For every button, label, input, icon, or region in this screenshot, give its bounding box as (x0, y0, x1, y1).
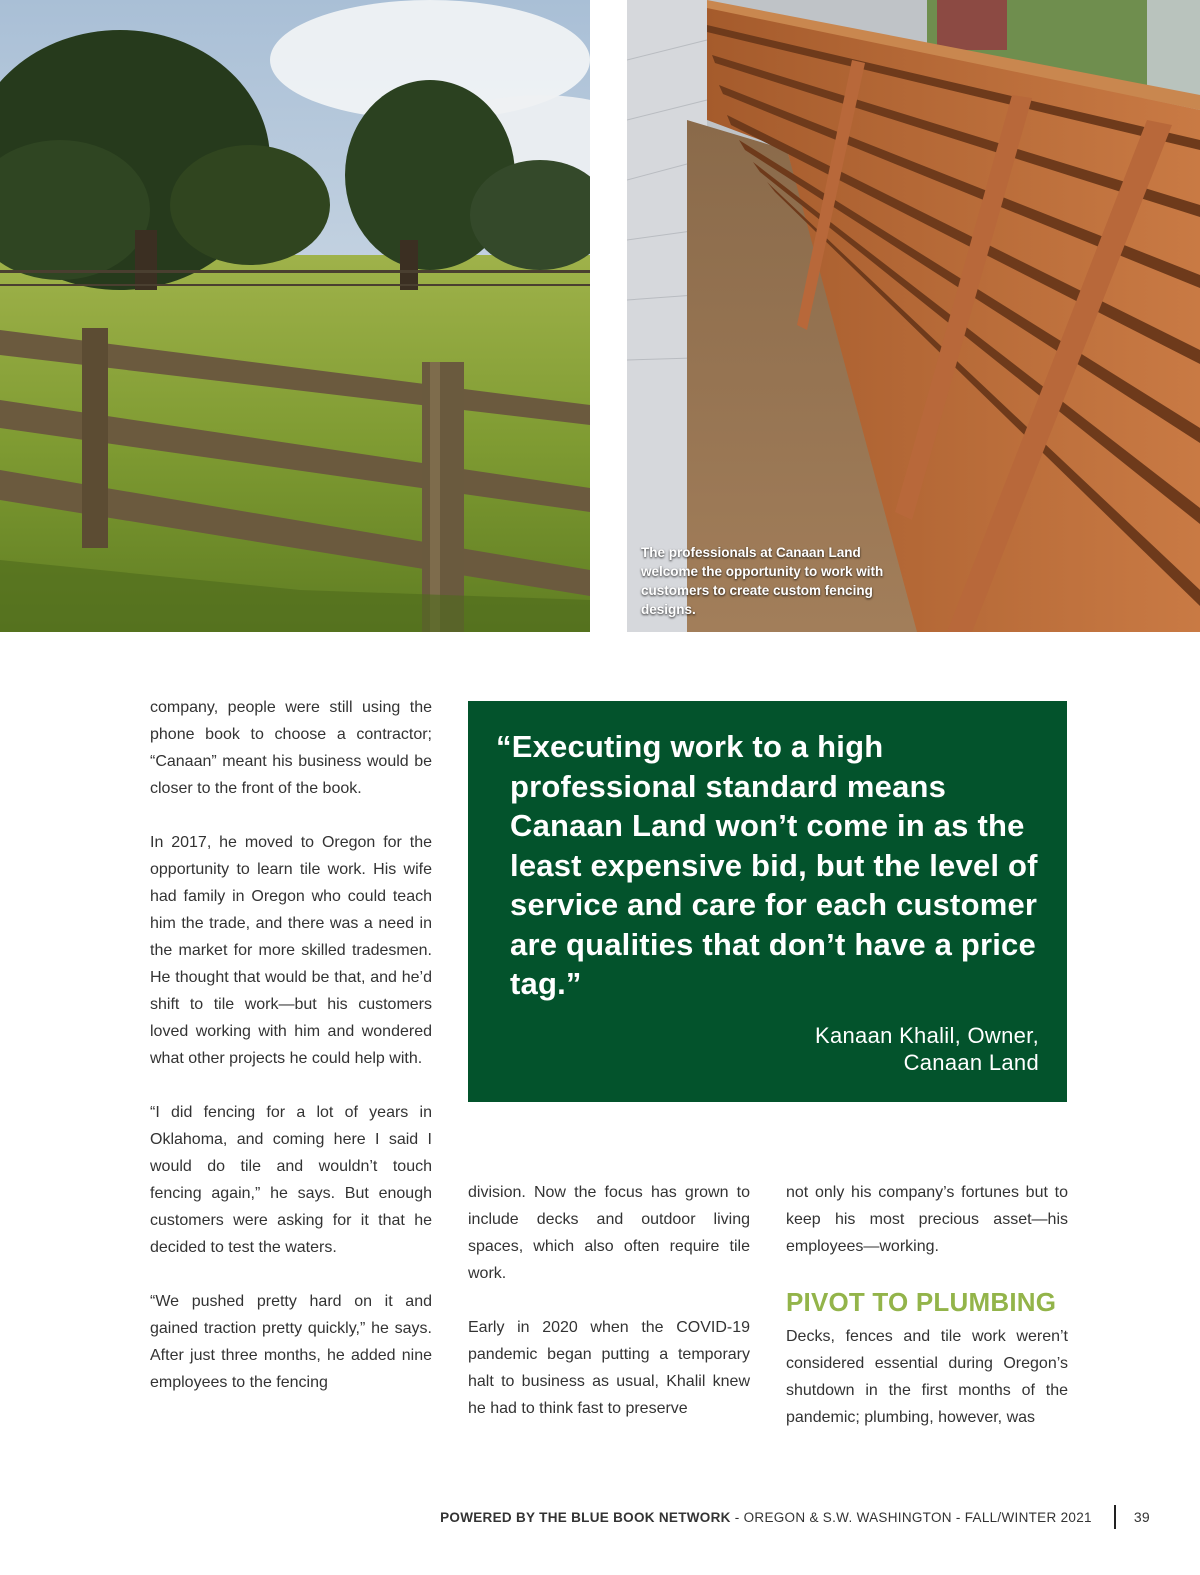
footer-publisher: POWERED BY THE BLUE BOOK NETWORK (440, 1509, 731, 1525)
attribution-name: Kanaan Khalil, Owner, (815, 1022, 1039, 1048)
footer-edition: - OREGON & S.W. WASHINGTON - FALL/WINTER 2021 (730, 1509, 1092, 1525)
section-heading: PIVOT TO PLUMBING (786, 1287, 1057, 1317)
footer-divider (1114, 1505, 1116, 1529)
body-paragraph: division. Now the focus has grown to include decks and outdoor living spaces, which also often require tile work. (468, 1184, 750, 1282)
body-paragraph: “I did fencing for a lot of years in Oklahoma, and coming here I said I would do tile and wouldn’t touch fencing again,” he says. But enough customers were asking for it that he decided to test the waters. (150, 1104, 432, 1256)
article-column-3 (786, 1179, 1068, 1431)
pull-quote-text: “Executing work to a high professional standard means Canaan Land won’t come in as the least expensive bid, but the level of service and care for each customer are qualities that don’t have a price tag.” (496, 729, 1038, 1001)
page-number: 39 (1133, 1509, 1150, 1525)
photo-pasture-fence (0, 0, 590, 632)
pull-quote-box (468, 701, 1067, 1102)
footer-credit (440, 1510, 1092, 1525)
body-paragraph: Early in 2020 when the COVID-19 pandemic began putting a temporary halt to business as usual, Khalil knew he had to think fast to preserve (468, 1319, 750, 1417)
photo-caption: The professionals at Canaan Land welcome the opportunity to work with customers to create custom fencing designs. (641, 545, 884, 617)
photo-cedar-fence (627, 0, 1200, 632)
pull-quote-attribution (496, 1022, 1039, 1076)
attribution-company: Canaan Land (903, 1049, 1039, 1075)
body-paragraph: In 2017, he moved to Oregon for the opportunity to learn tile work. His wife had family in Oregon who could teach him the trade, and there was a need in the market for more skilled tradesmen. He thought that would be that, and he’d shift to tile work—but his customers loved working with him and wondered what other projects he could help with. (150, 834, 432, 1067)
body-paragraph: “We pushed pretty hard on it and gained traction pretty quickly,” he says. After just three months, he added nine employees to the fencing (150, 1293, 432, 1391)
article-column-1 (150, 694, 432, 1396)
body-paragraph: company, people were still using the phone book to choose a contractor; “Canaan” meant his business would be closer to the front of the book. (150, 699, 432, 797)
pasture-fence-illustration (0, 0, 590, 632)
body-paragraph: Decks, fences and tile work weren’t considered essential during Oregon’s shutdown in the first months of the pandemic; plumbing, however, was (786, 1328, 1068, 1426)
page-footer (0, 1505, 1150, 1529)
body-paragraph: not only his company’s fortunes but to keep his most precious asset—his employees—working. (786, 1184, 1068, 1255)
article-column-2 (468, 1179, 750, 1422)
cedar-fence-illustration (627, 0, 1200, 632)
